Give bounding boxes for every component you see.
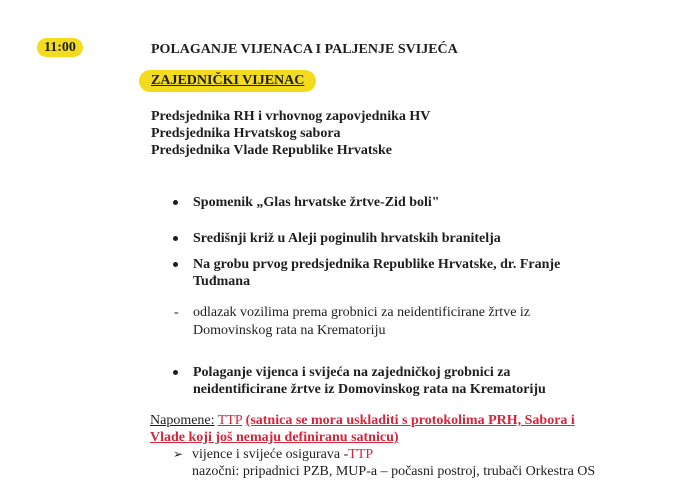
- supply-text: vijence i svijeće osigurava -: [192, 447, 349, 462]
- list-item-text: Središnji križ u Aleji poginulih hrvatskih branitelja: [193, 231, 501, 246]
- list-item-text: Na grobu prvog predsjednika Republike Hrvatske, dr. Franje: [193, 257, 561, 272]
- dignitary-line: Predsjednika Vlade Republike Hrvatske: [151, 143, 393, 158]
- bullet-icon: [173, 236, 178, 241]
- ttp-tag: TTP: [217, 413, 243, 428]
- time-badge: 11:00: [37, 38, 83, 57]
- notes-label: Napomene:: [150, 413, 215, 428]
- subheading-highlight: ZAJEDNIČKI VIJENAC: [139, 70, 316, 92]
- list-item: [193, 230, 501, 247]
- list-item: [193, 194, 440, 211]
- bullet-icon: [173, 262, 178, 267]
- ttp-tag: TTP: [348, 447, 374, 462]
- departure-line: odlazak vozilima prema grobnici za neidentificirane žrtve iz: [193, 305, 531, 320]
- dash-marker: -: [174, 305, 179, 320]
- dignitary-line: Predsjednika RH i vrhovnog zapovjednika HV: [151, 109, 431, 124]
- attendees-note: nazočni: pripadnici PZB, MUP-a – počasni postroj, trubači Orkestra OS: [192, 464, 596, 479]
- departure-note: [193, 304, 530, 340]
- notes-remark: (satnica se mora uskladiti s protokolima PRH, Sabora i: [245, 413, 575, 428]
- list-item-text: neidentificirane žrtve iz Domovinskog rata na Krematoriju: [193, 382, 546, 397]
- supply-note: [192, 446, 373, 463]
- notes-line-1: [150, 412, 575, 429]
- departure-line: Domovinskog rata na Krematoriju: [193, 323, 386, 338]
- bullet-icon: [173, 200, 178, 205]
- notes-line-2: [150, 429, 575, 446]
- section-heading: POLAGANJE VIJENACA I PALJENJE SVIJEĆA: [151, 42, 458, 57]
- bullet-icon: [173, 370, 178, 375]
- list-item: [193, 364, 546, 398]
- dignitary-line: Predsjednika Hrvatskog sabora: [151, 126, 341, 141]
- arrow-bullet-icon: ➢: [173, 447, 184, 461]
- list-item-text: Spomenik „Glas hrvatske žrtve-Zid boli": [193, 195, 440, 210]
- list-item-text: Tuđmana: [193, 274, 251, 289]
- dignitaries-list: [151, 108, 430, 159]
- list-item-text: Polaganje vijenca i svijeća na zajedničkoj grobnici za: [193, 365, 511, 380]
- notes-block: [150, 412, 575, 446]
- list-item: [193, 256, 560, 290]
- notes-remark: Vlade koji još nemaju definiranu satnicu): [150, 430, 399, 445]
